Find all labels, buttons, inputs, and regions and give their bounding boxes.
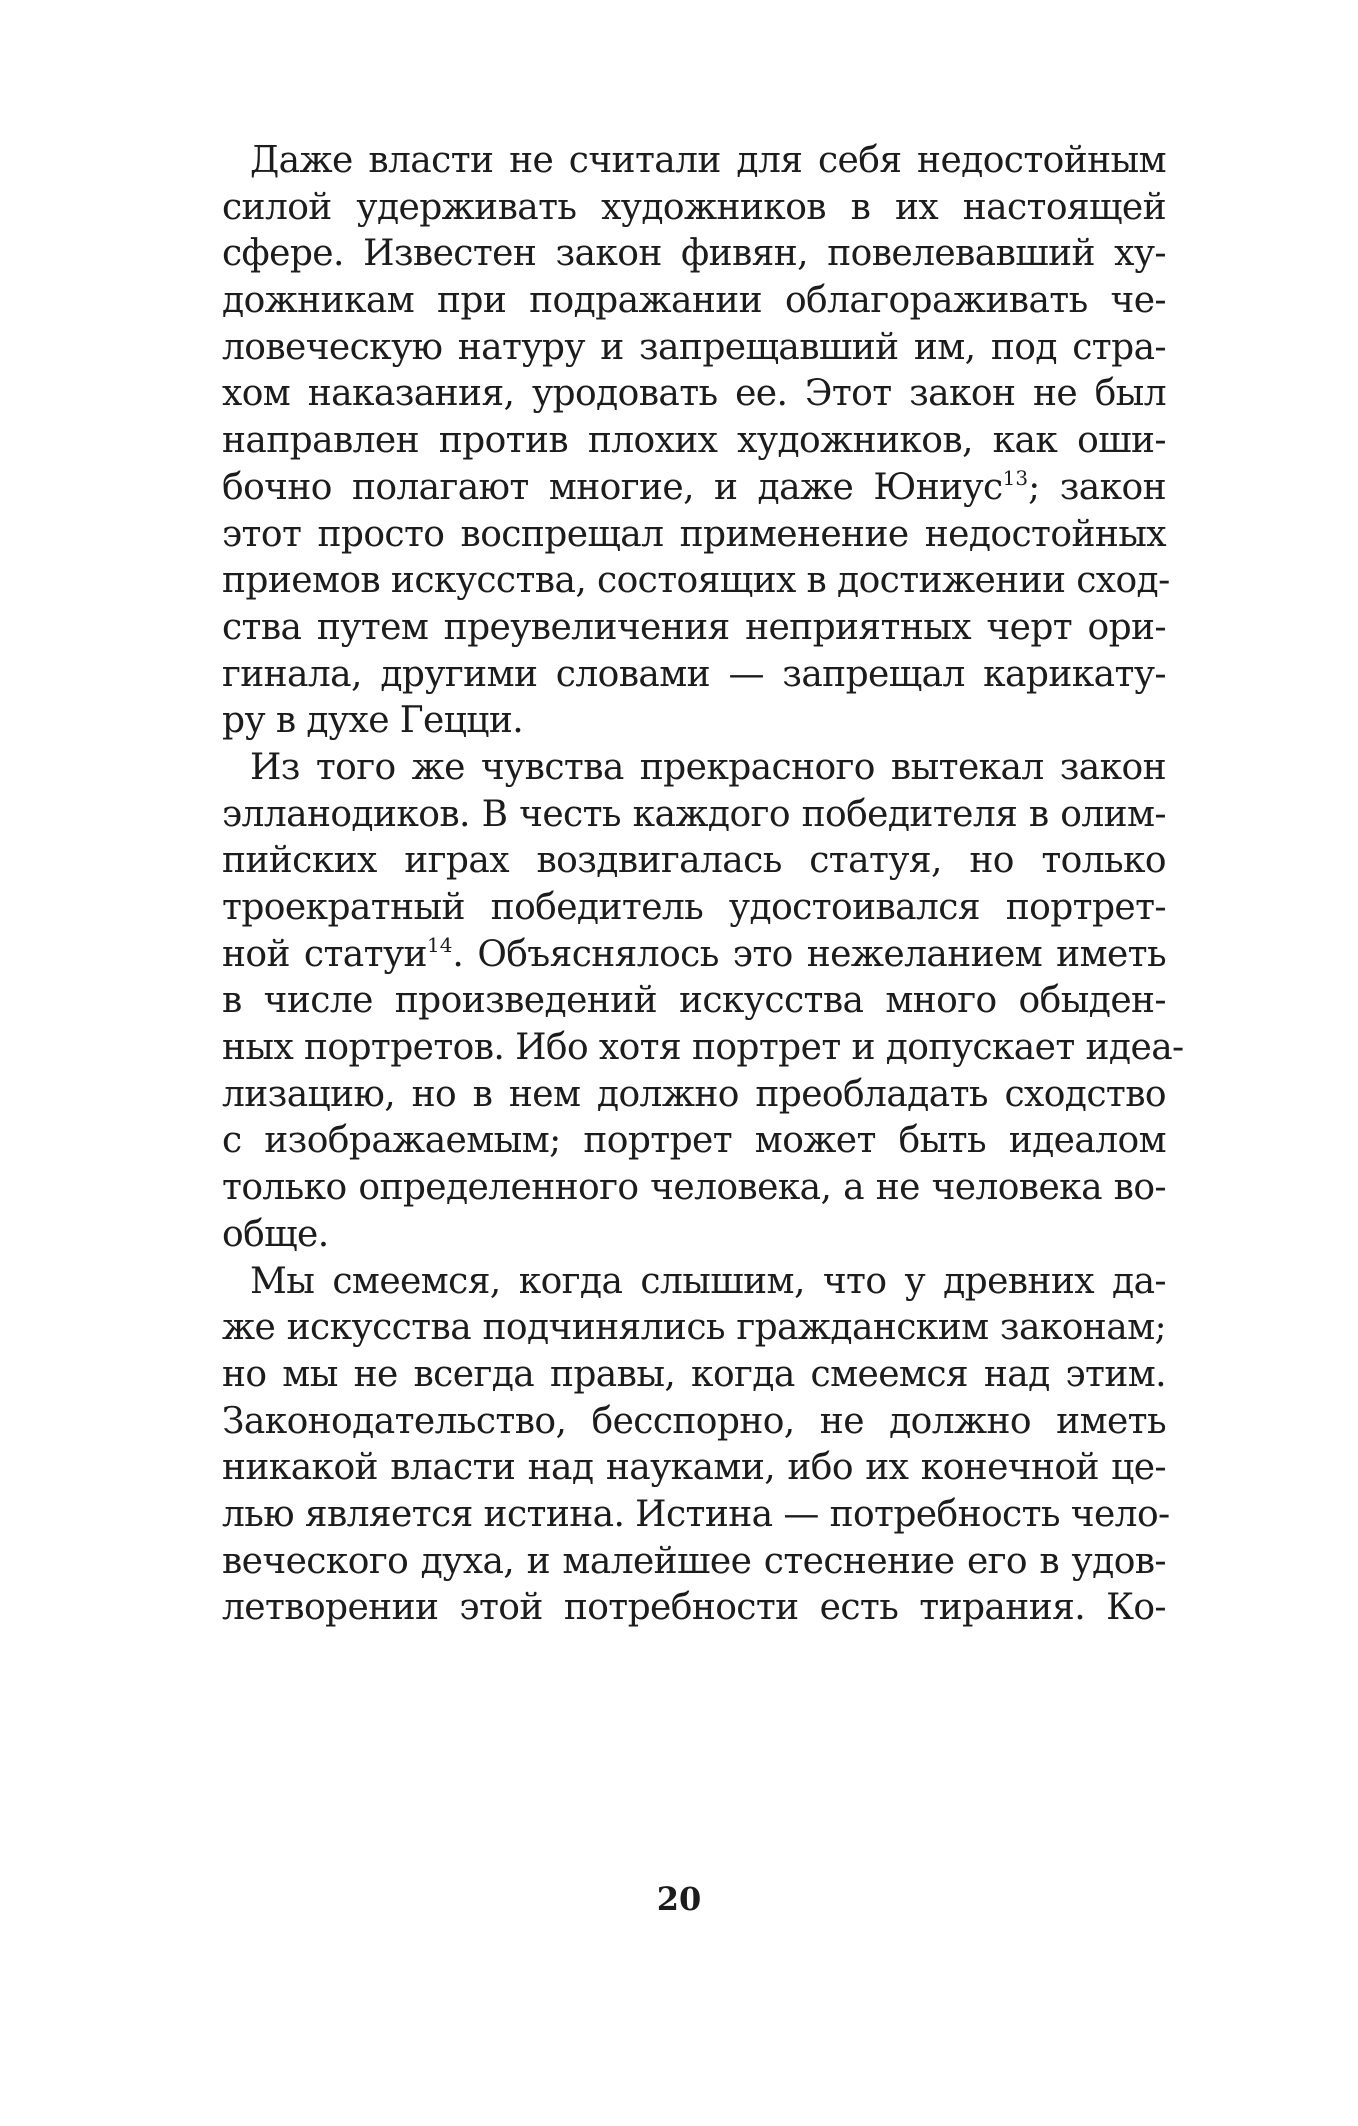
text-line <box>222 465 1166 512</box>
line-text: сфере. Известен закон фивян, повелевавший ху- <box>222 233 1166 275</box>
text-line <box>222 1585 1166 1632</box>
text-line <box>222 605 1166 652</box>
line-text: с изображаемым; портрет может быть идеалом <box>222 1120 1166 1162</box>
text-line <box>222 418 1166 465</box>
line-text: ных портретов. Ибо хотя портрет и допускает идеа- <box>222 1027 1184 1069</box>
text-line <box>222 932 1166 979</box>
text-line <box>222 1445 1166 1492</box>
line-text: Мы смеемся, когда слышим, что у древних да- <box>250 1260 1166 1302</box>
line-text: троекратный победитель удостоивался портрет- <box>222 887 1166 928</box>
line-text: веческого духа, и малейшее стеснение его в удов- <box>222 1540 1166 1582</box>
text-line <box>222 792 1166 839</box>
line-text: только определенного человека, а не человека во- <box>222 1167 1166 1209</box>
text-line <box>222 838 1166 885</box>
line-text: гинала, другими словами — запрещал карикату- <box>222 653 1166 695</box>
text-line <box>222 512 1166 559</box>
text-line <box>222 1352 1166 1399</box>
text-line <box>222 1305 1166 1352</box>
text-line <box>222 978 1166 1025</box>
line-text-after-footnote: ; закон <box>1028 466 1166 508</box>
footnote-marker[interactable]: 13 <box>1002 465 1029 490</box>
text-line <box>222 1025 1184 1072</box>
line-text: но мы не всегда правы, когда смеемся над этим. <box>222 1353 1166 1395</box>
line-text: же искусства подчинялись гражданским законам; <box>222 1307 1166 1349</box>
line-text: Из того же чувства прекрасного вытекал закон <box>250 746 1166 788</box>
line-text: дожникам при подражании облагораживать че- <box>222 280 1166 322</box>
text-line <box>222 1072 1166 1119</box>
text-line <box>222 231 1166 278</box>
text-line <box>222 558 1170 605</box>
text-line <box>222 885 1166 932</box>
line-text: летворении этой потребности есть тирания. Ко- <box>222 1587 1166 1629</box>
line-text: Даже власти не считали для себя недостойным <box>250 140 1166 181</box>
line-text: направлен против плохих художников, как оши- <box>222 420 1166 462</box>
text-line <box>222 325 1166 372</box>
line-text: пийских играх воздвигалась статуя, но только <box>222 840 1166 882</box>
text-line <box>222 1118 1166 1165</box>
line-text: приемов искусства, состоящих в достижении сход- <box>222 560 1170 602</box>
line-text: никакой власти над науками, ибо их конечной це- <box>222 1447 1166 1489</box>
line-text: этот просто воспрещал применение недостойных <box>222 513 1166 555</box>
line-text: ловеческую натуру и запрещавший им, под стра- <box>222 326 1166 368</box>
text-line <box>222 1492 1170 1539</box>
line-text: ства путем преувеличения неприятных черт ори- <box>222 606 1166 648</box>
text-line <box>222 1212 1166 1259</box>
page-number: 20 <box>656 1880 702 1918</box>
line-text-after-footnote: . Объяснялось это нежеланием иметь <box>452 933 1166 975</box>
text-line <box>222 185 1166 232</box>
line-text: обще. <box>222 1213 329 1255</box>
text-line <box>222 652 1166 699</box>
text-line <box>222 1259 1166 1306</box>
text-line <box>222 371 1166 418</box>
footnote-marker[interactable]: 14 <box>426 932 453 957</box>
line-text: Законодательство, бесспорно, не должно иметь <box>222 1400 1166 1442</box>
line-text: бочно полагают многие, и даже Юниус <box>222 466 1003 508</box>
line-text: ру в духе Гецци. <box>222 700 524 742</box>
line-text: лью является истина. Истина — потребность чело- <box>222 1493 1170 1535</box>
line-text: ной статуи <box>222 933 427 975</box>
body-text <box>222 138 1184 1632</box>
text-line <box>222 745 1166 792</box>
text-line <box>222 138 1166 185</box>
text-line <box>222 1539 1166 1586</box>
line-text: силой удерживать художников в их настоящей <box>222 186 1166 228</box>
line-text: лизацию, но в нем должно преобладать сходство <box>222 1073 1166 1115</box>
line-text: элланодиков. В честь каждого победителя в олим- <box>222 793 1166 835</box>
text-line <box>222 1399 1166 1446</box>
text-line <box>222 698 1166 745</box>
text-line <box>222 278 1166 325</box>
text-line <box>222 1165 1166 1212</box>
line-text: в числе произведений искусства много обыден- <box>222 980 1166 1022</box>
line-text: хом наказания, уродовать ее. Этот закон не был <box>222 373 1166 415</box>
